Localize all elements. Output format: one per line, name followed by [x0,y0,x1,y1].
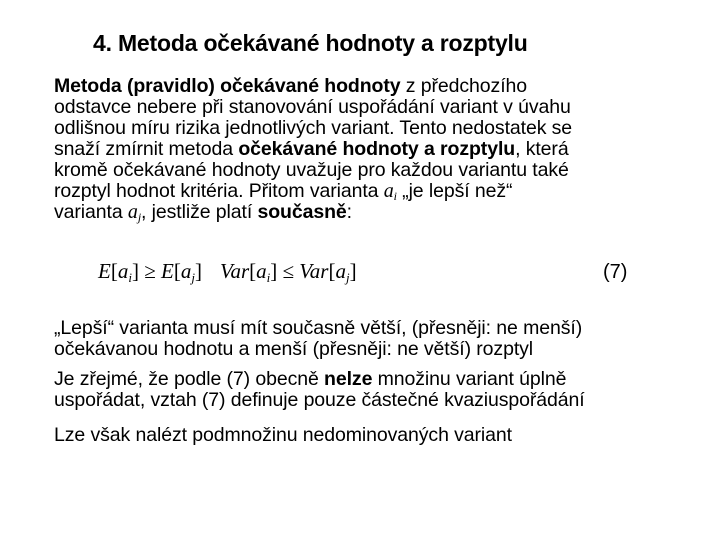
variable-letter: a [256,259,267,283]
text-line: kromě očekávané hodnoty uvažuje pro každou variantu také [54,159,569,181]
text-line: Lze však nalézt podmnožinu nedominovaných variant [54,424,512,446]
text-line: „Lepší“ varianta musí mít současně větší, (přesněji: ne menší) [54,317,583,339]
text-span: z předchozího [400,75,527,97]
text-line: uspořádat, vztah (7) definuje pouze částečné kvaziuspořádání [54,389,585,411]
text-line [54,139,714,160]
text-span: , jestliže platí [141,201,258,223]
variable-subscript: i [266,270,271,285]
variable-subscript: i [393,189,397,203]
variable-letter: a [127,201,138,223]
dominance-equation: $E[a_i] \ge E[a_j] Var[a_i] \le Var[a_j]$ [98,259,357,285]
paragraph-method-description [54,76,714,223]
variance-symbol: Var [299,259,329,283]
expectation-symbol: E [160,259,174,283]
text-line: odlišnou míru rizika jednotlivých variant. Tento nedostatek se [54,117,573,139]
greater-equal-symbol: ≥ [144,259,156,283]
text-span: snaží zmírnit metoda [54,138,239,160]
less-equal-symbol: ≤ [282,259,295,283]
variable-subscript: i [128,270,132,285]
paragraph-better-variant [54,318,720,360]
variable-subscript: j [191,270,195,285]
bold-term-mean-variance-method: očekávané hodnoty a rozptylu [238,138,516,160]
text-line [54,369,720,390]
text-span: varianta [54,201,128,223]
paragraph-partial-order [54,369,720,411]
variable-letter: a [383,180,394,202]
text-span: rozptyl hodnot kritéria. Přitom varianta [54,180,384,202]
variance-symbol: Var [219,259,250,283]
variable-letter: a [180,259,192,283]
text-span: množinu variant úplně [372,368,567,390]
variable-letter: a [335,259,346,283]
expectation-symbol: E [98,259,111,283]
bold-word-simultaneously: současně [257,201,347,223]
text-line [54,181,714,202]
text-span: : [346,201,352,223]
equation-number: (7) [603,261,628,283]
text-line [54,202,714,223]
variable-subscript: j [345,270,350,285]
text-span: , která [515,138,569,160]
text-line: očekávanou hodnotu a menší (přesněji: ne větší) rozptyl [54,338,534,360]
variable-a-j [128,201,141,223]
variable-subscript: j [137,210,142,224]
page-title: 4. Metoda očekávané hodnoty a rozptylu [93,30,528,56]
bold-term-expected-value-method: Metoda (pravidlo) očekávané hodnoty [54,75,401,97]
variable-a-i [384,180,397,202]
bold-word-cannot: nelze [324,368,373,390]
variable-letter: a [117,259,129,283]
text-line: odstavce nebere při stanovování uspořádání variant v úvahu [54,96,571,118]
text-span: Je zřejmé, že podle (7) obecně [54,368,325,390]
text-line [54,76,714,97]
paragraph-nondominated [54,425,720,446]
text-span: „je lepší než“ [396,180,513,202]
